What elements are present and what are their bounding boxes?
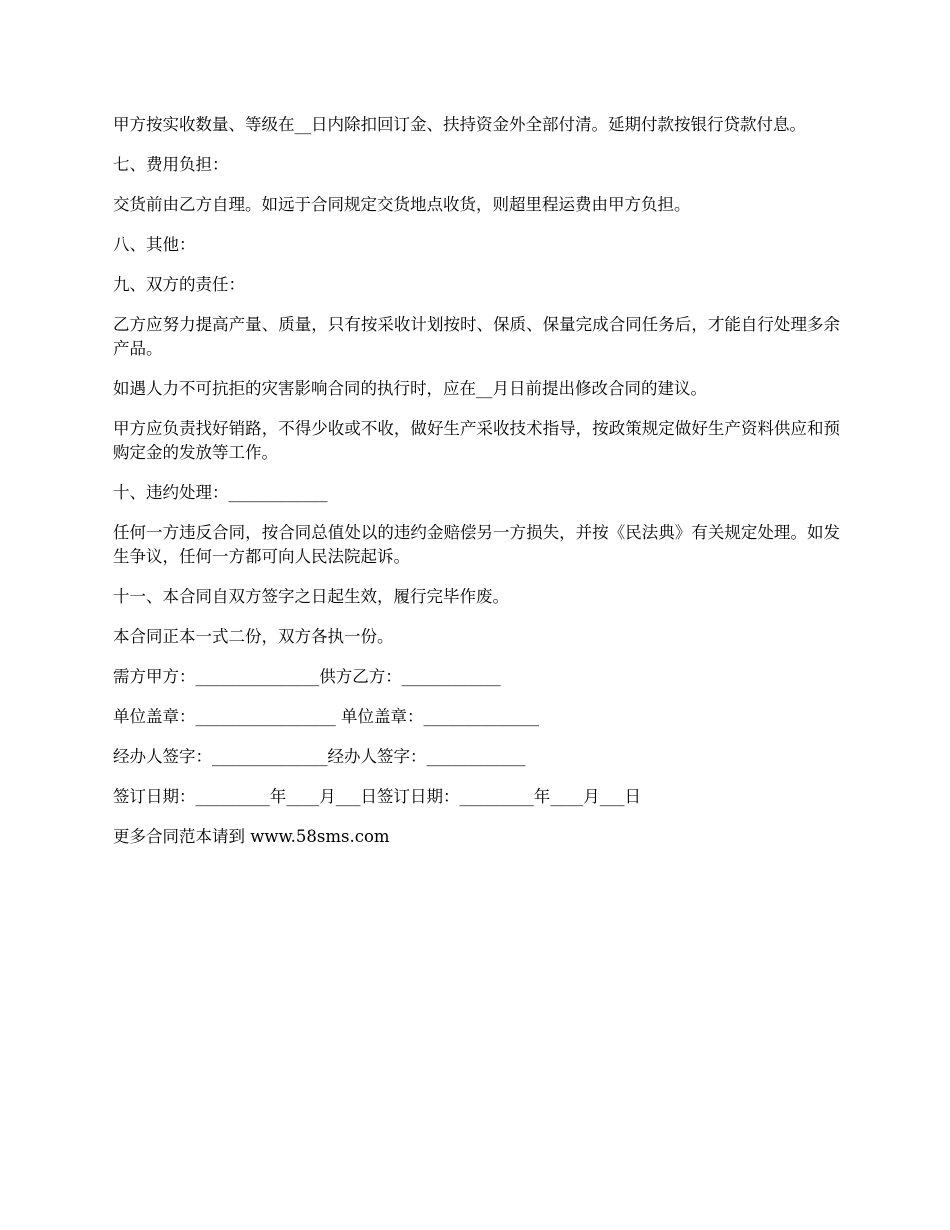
force-majeure-paragraph: 如遇人力不可抗拒的灾害影响合同的执行时，应在__月日前提出修改合同的建议。 — [113, 379, 707, 398]
payment-terms-paragraph: 甲方按实收数量、等级在__日内除扣回订金、扶持资金外全部付清。延期付款按银行贷款付息。 — [113, 115, 806, 134]
party-b-responsibility-paragraph: 乙方应努力提高产量、质量，只有按采收计划按时、保质、保量完成合同任务后，才能自行处理多余产品。 — [113, 315, 840, 358]
breach-paragraph: 任何一方违反合同，按合同总值处以的违约金赔偿另一方损失，并按《民法典》有关规定处理。如发生争议，任何一方都可向人民法院起诉。 — [113, 523, 840, 566]
section-9-heading: 九、双方的责任： — [113, 275, 245, 294]
section-8-heading: 八、其他： — [113, 235, 196, 254]
seal-line: 单位盖章：_________________ 单位盖章：______________ — [113, 707, 539, 726]
party-a-responsibility-paragraph: 甲方应负责找好销路，不得少收或不收，做好生产采收技术指导，按政策规定做好生产资料供应和预购定金的发放等工作。 — [113, 419, 840, 462]
section-11-paragraph: 十一、本合同自双方签字之日起生效，履行完毕作废。 — [113, 587, 509, 606]
signing-date-line: 签订日期：_________年____月___日签订日期：_________年____月___日 — [113, 787, 641, 806]
agent-signature-line: 经办人签字：______________经办人签字：____________ — [113, 747, 526, 766]
footer-link-text: 更多合同范本请到 www.58sms.com — [113, 827, 390, 846]
parties-signature-line: 需方甲方：_______________供方乙方：____________ — [113, 667, 501, 686]
copies-paragraph: 本合同正本一式二份，双方各执一份。 — [113, 627, 394, 646]
cost-burden-paragraph: 交货前由乙方自理。如远于合同规定交货地点收货，则超里程运费由甲方负担。 — [113, 195, 691, 214]
contract-page — [113, 113, 840, 865]
section-10-heading: 十、违约处理：____________ — [113, 483, 328, 502]
section-7-heading: 七、费用负担： — [113, 155, 229, 174]
